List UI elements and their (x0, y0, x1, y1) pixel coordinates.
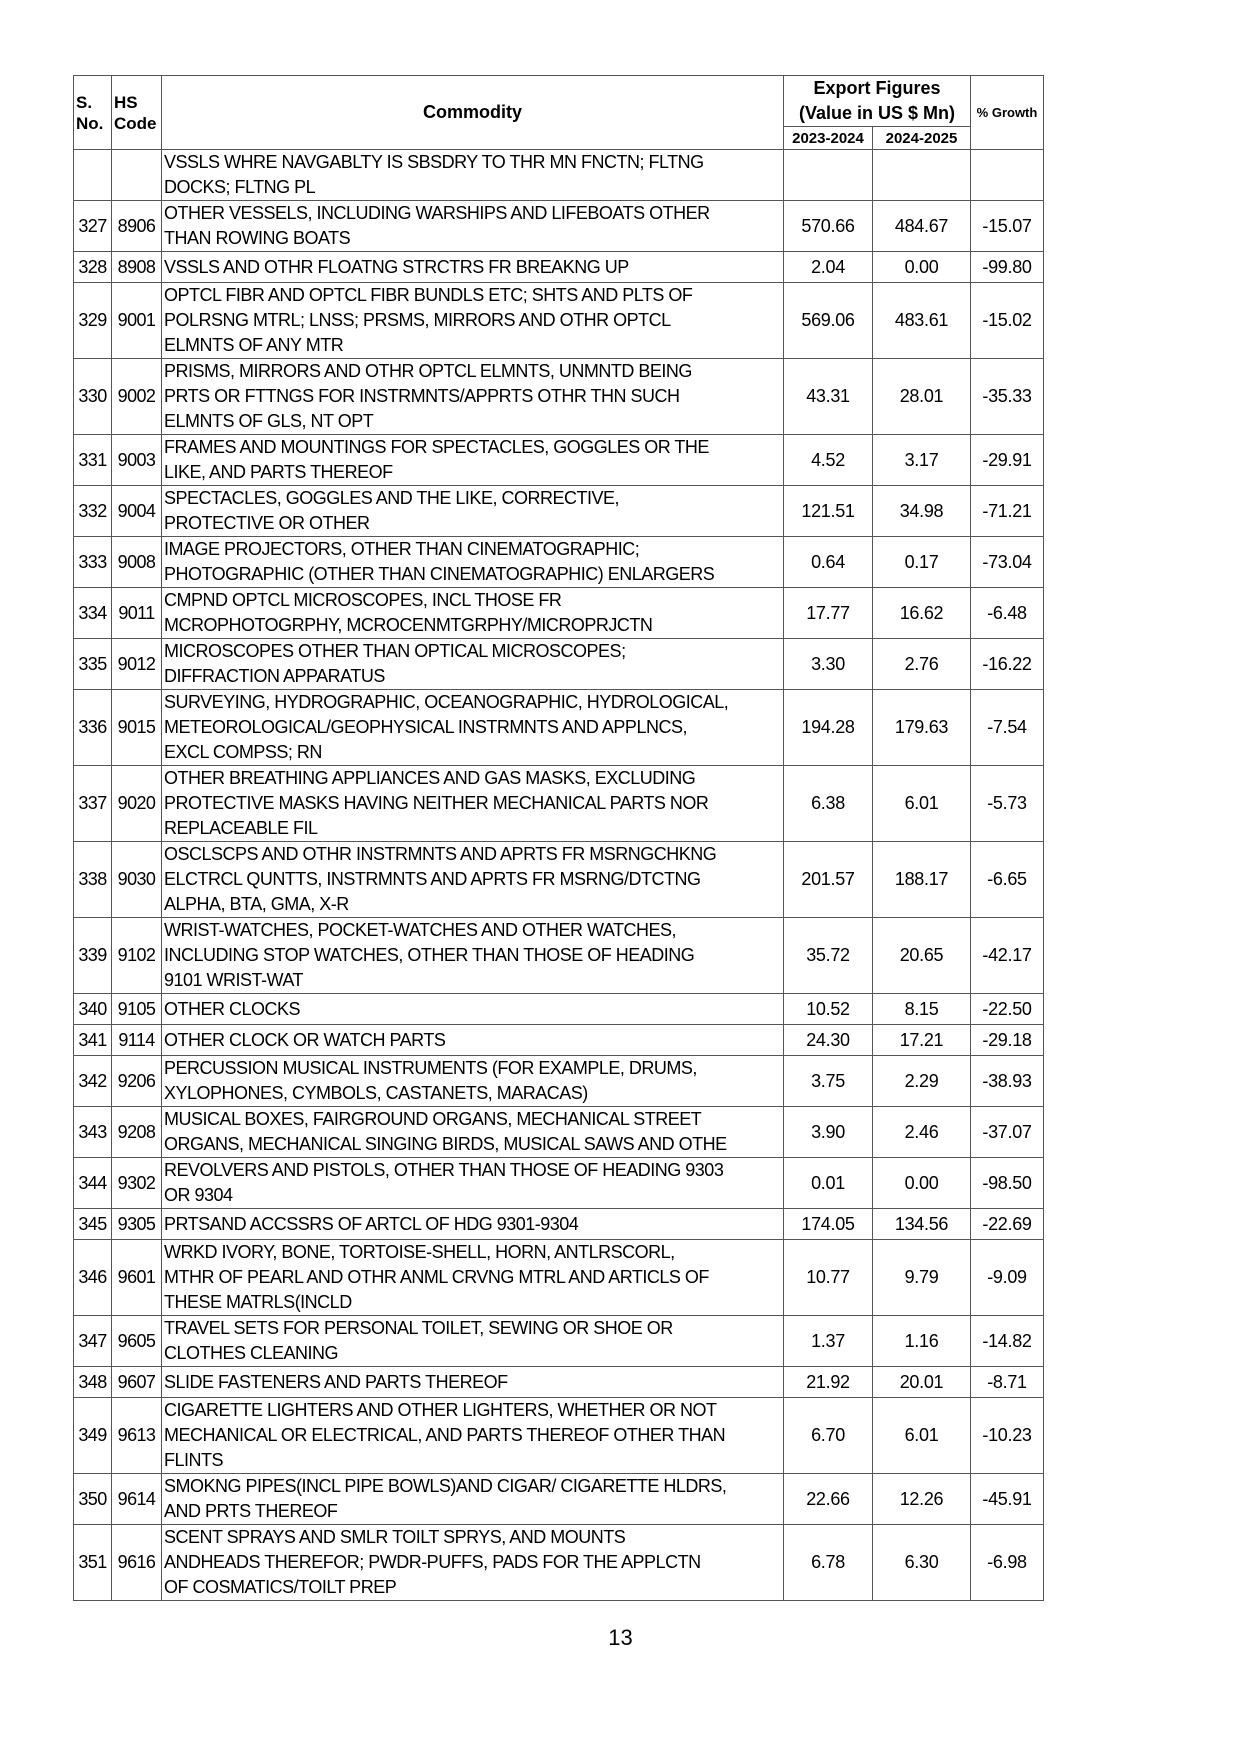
commodity-line: LIKE, AND PARTS THEREOF (164, 462, 393, 482)
cell-sno: 328 (74, 252, 112, 283)
table-row (74, 359, 1044, 435)
commodity-line: PERCUSSION MUSICAL INSTRUMENTS (FOR EXAMPLE, DRUMS, (164, 1058, 697, 1078)
commodity-line: THESE MATRLS(INCLD (164, 1292, 352, 1312)
table-row (74, 1209, 1044, 1240)
cell-value-2024-2025: 0.00 (873, 252, 971, 283)
commodity-line: POLRSNG MTRL; LNSS; PRSMS, MIRRORS AND OTHR OPTCL (164, 310, 671, 330)
cell-hs-code: 9601 (112, 1240, 162, 1316)
table-row (74, 486, 1044, 537)
cell-hs-code: 9011 (112, 588, 162, 639)
cell-commodity (162, 918, 784, 994)
cell-sno: 329 (74, 283, 112, 359)
cell-value-2023-2024: 570.66 (784, 201, 873, 252)
table-row (74, 1107, 1044, 1158)
cell-value-2023-2024: 3.75 (784, 1056, 873, 1107)
cell-hs-code: 9020 (112, 766, 162, 842)
cell-value-2024-2025: 12.26 (873, 1474, 971, 1525)
cell-hs-code (112, 150, 162, 201)
commodity-line: ELCTRCL QUNTTS, INSTRMNTS AND APRTS FR MSRNG/DTCTNG (164, 869, 701, 889)
cell-growth: -98.50 (971, 1158, 1044, 1209)
header-hs-line1: HS (114, 92, 138, 112)
commodity-line: ELMNTS OF ANY MTR (164, 335, 344, 355)
cell-commodity (162, 994, 784, 1025)
commodity-line: PRTS OR FTTNGS FOR INSTRMNTS/APPRTS OTHR THN SUCH (164, 386, 680, 406)
commodity-line: SURVEYING, HYDROGRAPHIC, OCEANOGRAPHIC, HYDROLOGICAL, (164, 692, 729, 712)
cell-growth: -8.71 (971, 1367, 1044, 1398)
cell-value-2024-2025 (873, 150, 971, 201)
cell-value-2024-2025: 17.21 (873, 1025, 971, 1056)
table-row (74, 283, 1044, 359)
cell-value-2023-2024: 10.52 (784, 994, 873, 1025)
cell-sno: 343 (74, 1107, 112, 1158)
commodity-line: SCENT SPRAYS AND SMLR TOILT SPRYS, AND MOUNTS (164, 1527, 626, 1547)
commodity-line: OSCLSCPS AND OTHR INSTRMNTS AND APRTS FR MSRNGCHKNG (164, 844, 717, 864)
cell-value-2023-2024: 0.64 (784, 537, 873, 588)
cell-commodity (162, 1025, 784, 1056)
commodity-line: OTHER VESSELS, INCLUDING WARSHIPS AND LIFEBOATS OTHER (164, 203, 710, 223)
cell-sno (74, 150, 112, 201)
cell-sno: 332 (74, 486, 112, 537)
header-year-2024-2025: 2024-2025 (873, 127, 971, 150)
table-row (74, 1025, 1044, 1056)
cell-commodity (162, 588, 784, 639)
cell-growth: -37.07 (971, 1107, 1044, 1158)
commodity-line: WRIST-WATCHES, POCKET-WATCHES AND OTHER WATCHES, (164, 920, 677, 940)
cell-commodity (162, 1240, 784, 1316)
cell-value-2024-2025: 0.00 (873, 1158, 971, 1209)
commodity-line: OTHER CLOCK OR WATCH PARTS (164, 1029, 446, 1050)
cell-value-2023-2024: 174.05 (784, 1209, 873, 1240)
commodity-line: MTHR OF PEARL AND OTHR ANML CRVNG MTRL AND ARTICLS OF (164, 1267, 709, 1287)
cell-growth: -38.93 (971, 1056, 1044, 1107)
cell-commodity (162, 1398, 784, 1474)
table-row (74, 1158, 1044, 1209)
cell-growth: -22.50 (971, 994, 1044, 1025)
cell-value-2024-2025: 2.76 (873, 639, 971, 690)
cell-value-2023-2024: 22.66 (784, 1474, 873, 1525)
commodity-line: SMOKNG PIPES(INCL PIPE BOWLS)AND CIGAR/ CIGARETTE HLDRS, (164, 1476, 727, 1496)
commodity-line: DIFFRACTION APPARATUS (164, 666, 385, 686)
cell-growth: -73.04 (971, 537, 1044, 588)
cell-value-2023-2024: 569.06 (784, 283, 873, 359)
cell-value-2023-2024: 201.57 (784, 842, 873, 918)
header-sno (74, 76, 112, 150)
cell-value-2024-2025: 3.17 (873, 435, 971, 486)
cell-hs-code: 9030 (112, 842, 162, 918)
cell-growth: -14.82 (971, 1316, 1044, 1367)
cell-commodity (162, 150, 784, 201)
cell-hs-code: 9302 (112, 1158, 162, 1209)
cell-growth: -29.91 (971, 435, 1044, 486)
cell-value-2023-2024: 3.90 (784, 1107, 873, 1158)
table-row (74, 1367, 1044, 1398)
cell-commodity (162, 1367, 784, 1398)
cell-commodity (162, 1525, 784, 1601)
table-row (74, 150, 1044, 201)
commodity-line: PROTECTIVE MASKS HAVING NEITHER MECHANICAL PARTS NOR (164, 793, 709, 813)
cell-commodity (162, 766, 784, 842)
cell-value-2023-2024: 43.31 (784, 359, 873, 435)
header-growth: % Growth (971, 76, 1044, 150)
cell-value-2023-2024: 6.70 (784, 1398, 873, 1474)
cell-growth: -6.98 (971, 1525, 1044, 1601)
cell-sno: 339 (74, 918, 112, 994)
cell-commodity (162, 1316, 784, 1367)
cell-growth: -15.07 (971, 201, 1044, 252)
commodity-line: REVOLVERS AND PISTOLS, OTHER THAN THOSE OF HEADING 9303 (164, 1160, 724, 1180)
commodity-line: THAN ROWING BOATS (164, 228, 351, 248)
commodity-line: AND PRTS THEREOF (164, 1501, 338, 1521)
cell-value-2024-2025: 9.79 (873, 1240, 971, 1316)
commodity-line: SLIDE FASTENERS AND PARTS THEREOF (164, 1371, 508, 1392)
cell-hs-code: 9605 (112, 1316, 162, 1367)
cell-sno: 342 (74, 1056, 112, 1107)
cell-value-2024-2025: 188.17 (873, 842, 971, 918)
commodity-line: DOCKS; FLTNG PL (164, 177, 316, 197)
commodity-line: INCLUDING STOP WATCHES, OTHER THAN THOSE OF HEADING (164, 945, 695, 965)
cell-growth: -42.17 (971, 918, 1044, 994)
cell-growth: -6.48 (971, 588, 1044, 639)
header-hs-line2: Code (114, 113, 157, 133)
commodity-line: METEOROLOGICAL/GEOPHYSICAL INSTRMNTS AND APPLNCS, (164, 717, 687, 737)
commodity-line: VSSLS AND OTHR FLOATNG STRCTRS FR BREAKNG UP (164, 256, 629, 277)
table-header (74, 76, 1044, 150)
cell-value-2024-2025: 483.61 (873, 283, 971, 359)
cell-sno: 338 (74, 842, 112, 918)
cell-hs-code: 9102 (112, 918, 162, 994)
cell-value-2024-2025: 6.01 (873, 1398, 971, 1474)
table-row (74, 201, 1044, 252)
cell-growth: -71.21 (971, 486, 1044, 537)
table-row (74, 639, 1044, 690)
commodity-line: IMAGE PROJECTORS, OTHER THAN CINEMATOGRAPHIC; (164, 539, 640, 559)
table-row (74, 766, 1044, 842)
commodity-line: OR 9304 (164, 1185, 233, 1205)
cell-hs-code: 9003 (112, 435, 162, 486)
cell-value-2023-2024: 4.52 (784, 435, 873, 486)
header-year-2023-2024: 2023-2024 (784, 127, 873, 150)
commodity-line: PRISMS, MIRRORS AND OTHR OPTCL ELMNTS, UNMNTD BEING (164, 361, 692, 381)
cell-commodity (162, 359, 784, 435)
commodity-line: FLINTS (164, 1450, 224, 1470)
commodity-line: ALPHA, BTA, GMA, X-R (164, 894, 349, 914)
cell-value-2024-2025: 2.46 (873, 1107, 971, 1158)
cell-hs-code: 8906 (112, 201, 162, 252)
header-sno-line2: No. (76, 113, 104, 133)
commodity-line: OTHER CLOCKS (164, 998, 301, 1019)
cell-sno: 334 (74, 588, 112, 639)
cell-sno: 331 (74, 435, 112, 486)
cell-value-2023-2024: 10.77 (784, 1240, 873, 1316)
cell-sno: 341 (74, 1025, 112, 1056)
header-export-line1: Export Figures (813, 78, 941, 98)
cell-growth (971, 150, 1044, 201)
page-number: 13 (608, 1625, 633, 1650)
cell-hs-code: 8908 (112, 252, 162, 283)
cell-value-2024-2025: 20.01 (873, 1367, 971, 1398)
commodity-line: CMPND OPTCL MICROSCOPES, INCL THOSE FR (164, 590, 562, 610)
cell-commodity (162, 1158, 784, 1209)
cell-value-2023-2024: 17.77 (784, 588, 873, 639)
cell-growth: -9.09 (971, 1240, 1044, 1316)
cell-value-2024-2025: 134.56 (873, 1209, 971, 1240)
commodity-line: OPTCL FIBR AND OPTCL FIBR BUNDLS ETC; SHTS AND PLTS OF (164, 285, 693, 305)
cell-growth: -99.80 (971, 252, 1044, 283)
commodity-line: TRAVEL SETS FOR PERSONAL TOILET, SEWING OR SHOE OR (164, 1318, 673, 1338)
cell-growth: -22.69 (971, 1209, 1044, 1240)
cell-hs-code: 9004 (112, 486, 162, 537)
table-row (74, 1398, 1044, 1474)
cell-hs-code: 9012 (112, 639, 162, 690)
table-row (74, 842, 1044, 918)
table-body (74, 150, 1044, 1601)
header-commodity: Commodity (162, 76, 784, 150)
header-export-line2: (Value in US $ Mn) (798, 103, 956, 123)
cell-growth: -29.18 (971, 1025, 1044, 1056)
cell-value-2024-2025: 28.01 (873, 359, 971, 435)
cell-growth: -6.65 (971, 842, 1044, 918)
commodity-line: ORGANS, MECHANICAL SINGING BIRDS, MUSICAL SAWS AND OTHE (164, 1134, 727, 1154)
commodity-line: FRAMES AND MOUNTINGS FOR SPECTACLES, GOGGLES OR THE (164, 437, 709, 457)
cell-growth: -5.73 (971, 766, 1044, 842)
cell-value-2024-2025: 16.62 (873, 588, 971, 639)
table-row (74, 1316, 1044, 1367)
cell-value-2024-2025: 20.65 (873, 918, 971, 994)
cell-commodity (162, 1474, 784, 1525)
commodity-line: ANDHEADS THEREFOR; PWDR-PUFFS, PADS FOR THE APPLCTN (164, 1552, 701, 1572)
cell-value-2023-2024: 194.28 (784, 690, 873, 766)
cell-sno: 351 (74, 1525, 112, 1601)
cell-commodity (162, 690, 784, 766)
export-table (73, 75, 1044, 1601)
cell-value-2023-2024: 35.72 (784, 918, 873, 994)
cell-value-2023-2024 (784, 150, 873, 201)
table-row (74, 690, 1044, 766)
table-row (74, 588, 1044, 639)
commodity-line: CIGARETTE LIGHTERS AND OTHER LIGHTERS, WHETHER OR NOT (164, 1400, 717, 1420)
cell-sno: 336 (74, 690, 112, 766)
commodity-line: CLOTHES CLEANING (164, 1343, 339, 1363)
commodity-line: ELMNTS OF GLS, NT OPT (164, 411, 374, 431)
cell-hs-code: 9208 (112, 1107, 162, 1158)
cell-hs-code: 9206 (112, 1056, 162, 1107)
cell-growth: -35.33 (971, 359, 1044, 435)
commodity-line: OTHER BREATHING APPLIANCES AND GAS MASKS, EXCLUDING (164, 768, 696, 788)
cell-hs-code: 9305 (112, 1209, 162, 1240)
cell-hs-code: 9614 (112, 1474, 162, 1525)
table-row (74, 918, 1044, 994)
commodity-line: MECHANICAL OR ELECTRICAL, AND PARTS THEREOF OTHER THAN (164, 1425, 726, 1445)
cell-growth: -15.02 (971, 283, 1044, 359)
cell-value-2023-2024: 24.30 (784, 1025, 873, 1056)
cell-value-2023-2024: 3.30 (784, 639, 873, 690)
cell-value-2023-2024: 121.51 (784, 486, 873, 537)
cell-value-2023-2024: 1.37 (784, 1316, 873, 1367)
commodity-line: REPLACEABLE FIL (164, 818, 318, 838)
cell-commodity (162, 639, 784, 690)
commodity-line: MCROPHOTOGRPHY, MCROCENMTGRPHY/MICROPRJCTN (164, 615, 653, 635)
cell-value-2024-2025: 6.01 (873, 766, 971, 842)
commodity-line: 9101 WRIST-WAT (164, 970, 304, 990)
cell-value-2023-2024: 6.78 (784, 1525, 873, 1601)
cell-commodity (162, 1209, 784, 1240)
cell-sno: 349 (74, 1398, 112, 1474)
cell-value-2024-2025: 1.16 (873, 1316, 971, 1367)
cell-value-2024-2025: 0.17 (873, 537, 971, 588)
cell-commodity (162, 252, 784, 283)
cell-sno: 335 (74, 639, 112, 690)
cell-sno: 333 (74, 537, 112, 588)
cell-commodity (162, 201, 784, 252)
cell-value-2024-2025: 2.29 (873, 1056, 971, 1107)
cell-growth: -7.54 (971, 690, 1044, 766)
cell-value-2024-2025: 484.67 (873, 201, 971, 252)
table-row (74, 537, 1044, 588)
cell-commodity (162, 283, 784, 359)
cell-sno: 350 (74, 1474, 112, 1525)
cell-value-2023-2024: 6.38 (784, 766, 873, 842)
commodity-line: PROTECTIVE OR OTHER (164, 513, 370, 533)
cell-value-2024-2025: 8.15 (873, 994, 971, 1025)
cell-commodity (162, 1107, 784, 1158)
cell-growth: -16.22 (971, 639, 1044, 690)
table-row (74, 252, 1044, 283)
cell-sno: 330 (74, 359, 112, 435)
cell-commodity (162, 842, 784, 918)
cell-hs-code: 9613 (112, 1398, 162, 1474)
commodity-line: VSSLS WHRE NAVGABLTY IS SBSDRY TO THR MN FNCTN; FLTNG (164, 152, 704, 172)
table-row (74, 1525, 1044, 1601)
cell-commodity (162, 435, 784, 486)
cell-sno: 344 (74, 1158, 112, 1209)
cell-commodity (162, 537, 784, 588)
cell-value-2023-2024: 0.01 (784, 1158, 873, 1209)
cell-value-2024-2025: 179.63 (873, 690, 971, 766)
cell-commodity (162, 486, 784, 537)
cell-growth: -45.91 (971, 1474, 1044, 1525)
cell-sno: 346 (74, 1240, 112, 1316)
cell-hs-code: 9001 (112, 283, 162, 359)
header-hs-code (112, 76, 162, 150)
commodity-line: XYLOPHONES, CYMBOLS, CASTANETS, MARACAS) (164, 1083, 588, 1103)
cell-value-2023-2024: 21.92 (784, 1367, 873, 1398)
cell-sno: 345 (74, 1209, 112, 1240)
table-row (74, 994, 1044, 1025)
cell-sno: 337 (74, 766, 112, 842)
header-sno-line1: S. (76, 92, 93, 112)
cell-value-2023-2024: 2.04 (784, 252, 873, 283)
cell-hs-code: 9616 (112, 1525, 162, 1601)
header-export-figures (784, 76, 971, 127)
commodity-line: MUSICAL BOXES, FAIRGROUND ORGANS, MECHANICAL STREET (164, 1109, 702, 1129)
cell-sno: 347 (74, 1316, 112, 1367)
table-row (74, 435, 1044, 486)
cell-growth: -10.23 (971, 1398, 1044, 1474)
commodity-line: WRKD IVORY, BONE, TORTOISE-SHELL, HORN, ANTLRSCORL, (164, 1242, 675, 1262)
commodity-line: PHOTOGRAPHIC (OTHER THAN CINEMATOGRAPHIC) ENLARGERS (164, 564, 715, 584)
cell-hs-code: 9105 (112, 994, 162, 1025)
cell-hs-code: 9114 (112, 1025, 162, 1056)
table-row (74, 1474, 1044, 1525)
cell-hs-code: 9015 (112, 690, 162, 766)
commodity-line: SPECTACLES, GOGGLES AND THE LIKE, CORRECTIVE, (164, 488, 619, 508)
table-row (74, 1056, 1044, 1107)
cell-hs-code: 9002 (112, 359, 162, 435)
cell-value-2024-2025: 34.98 (873, 486, 971, 537)
cell-sno: 348 (74, 1367, 112, 1398)
cell-hs-code: 9008 (112, 537, 162, 588)
cell-value-2024-2025: 6.30 (873, 1525, 971, 1601)
cell-hs-code: 9607 (112, 1367, 162, 1398)
commodity-line: EXCL COMPSS; RN (164, 742, 322, 762)
cell-sno: 327 (74, 201, 112, 252)
commodity-line: MICROSCOPES OTHER THAN OPTICAL MICROSCOPES; (164, 641, 626, 661)
commodity-line: PRTSAND ACCSSRS OF ARTCL OF HDG 9301-9304 (164, 1213, 579, 1234)
cell-commodity (162, 1056, 784, 1107)
commodity-line: OF COSMATICS/TOILT PREP (164, 1577, 397, 1597)
cell-sno: 340 (74, 994, 112, 1025)
table-row (74, 1240, 1044, 1316)
